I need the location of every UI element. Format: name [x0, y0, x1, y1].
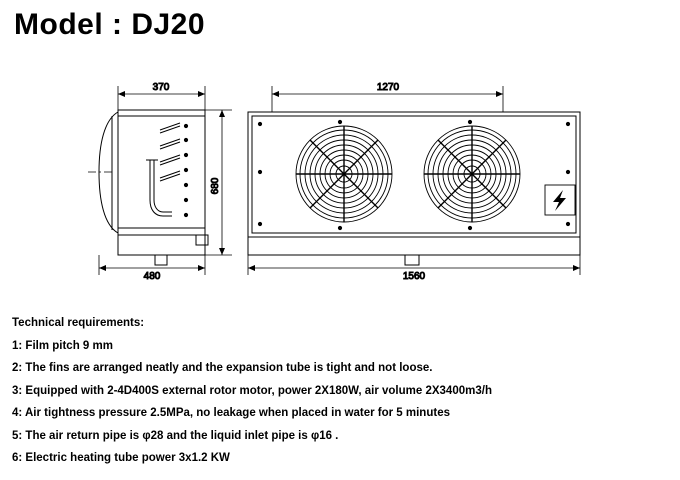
dim-480-label: 480	[143, 271, 161, 282]
tech-item-3: 3: Equipped with 2-4D400S external rotor motor, power 2X180W, air volume 2X3400m3/h	[12, 384, 492, 397]
technical-requirements	[12, 318, 662, 476]
tech-item-5: 5: The air return pipe is φ28 and the liquid inlet pipe is φ16 .	[12, 429, 339, 442]
drawing-svg	[0, 60, 680, 295]
page-title: Model : DJ20	[14, 8, 206, 41]
fan-guard-left	[296, 126, 392, 222]
electric-hazard-icon	[545, 185, 575, 215]
dim-680-label: 680	[210, 177, 221, 195]
tech-heading: Technical requirements:	[12, 317, 145, 329]
tech-item-1: 1: Film pitch 9 mm	[12, 339, 113, 352]
side-view-body	[88, 110, 208, 265]
tech-item-2: 2: The fins are arranged neatly and the expansion tube is tight and not loose.	[12, 362, 433, 374]
tech-item-6: 6: Electric heating tube power 3x1.2 KW	[12, 452, 230, 464]
dim-1560-label: 1560	[402, 271, 426, 282]
dim-1270-label: 1270	[376, 82, 400, 93]
fan-guard-right	[424, 126, 520, 222]
dim-370-label: 370	[152, 82, 170, 93]
tech-item-4: 4: Air tightness pressure 2.5MPa, no leakage when placed in water for 5 minutes	[12, 407, 450, 419]
technical-drawing	[0, 60, 680, 295]
